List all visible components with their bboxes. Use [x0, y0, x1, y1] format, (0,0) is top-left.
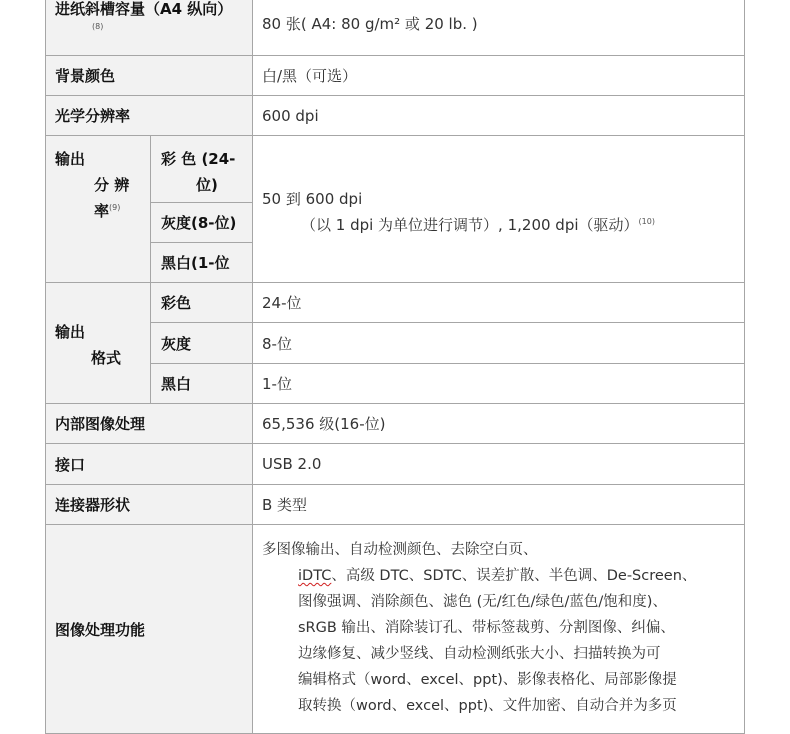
image-processing-value-cell	[252, 524, 745, 734]
image-processing-line2: 、高级 DTC、SDTC、误差扩散、半色调、De-Screen、	[331, 568, 697, 584]
image-processing-label-cell	[45, 524, 253, 734]
output-resolution-value-cell	[252, 135, 745, 283]
image-processing-line7: 取转换（word、excel、ppt)、文件加密、自动合并为多页	[298, 698, 677, 714]
adf-capacity-value: 80 张( A4: 80 g/m² 或 20 lb. )	[262, 15, 478, 33]
adf-capacity-value-cell	[252, 0, 745, 56]
connector-shape-value: B 类型	[262, 496, 308, 514]
output-format-bw-cell	[150, 363, 253, 404]
internal-processing-value-cell	[252, 403, 745, 444]
output-format-color-value-cell	[252, 282, 745, 323]
optical-resolution-value-cell	[252, 95, 745, 136]
output-resolution-gray: 灰度(8-位)	[161, 214, 237, 232]
output-resolution-label-line1: 输出	[55, 150, 86, 168]
output-resolution-color-line1: 彩 色 (24-	[161, 150, 236, 168]
output-format-label-line2: 格式	[91, 349, 122, 367]
optical-resolution-value: 600 dpi	[262, 106, 319, 125]
image-processing-line3: 图像强调、消除颜色、滤色 (无/红色/绿色/蓝色/饱和度)、	[298, 594, 667, 610]
output-resolution-value-line1: 50 到 600 dpi	[262, 190, 363, 208]
background-color-value: 白/黑（可选）	[262, 67, 358, 85]
output-resolution-value-line2: （以 1 dpi 为单位进行调节）, 1,200 dpi（驱动）	[301, 216, 639, 234]
internal-processing-label: 内部图像处理	[55, 415, 146, 433]
output-format-color-cell	[150, 282, 253, 323]
output-resolution-color-line2: 位)	[196, 176, 218, 194]
output-format-color: 彩色	[161, 294, 192, 312]
output-resolution-color-cell	[150, 135, 253, 203]
connector-shape-value-cell	[252, 484, 745, 525]
interface-value: USB 2.0	[262, 455, 322, 473]
optical-resolution-label: 光学分辨率	[55, 107, 131, 125]
image-processing-line5: 边缘修复、减少竖线、自动检测纸张大小、扫描转换为可	[298, 646, 661, 662]
output-resolution-note: (9)	[109, 203, 121, 212]
connector-shape-label-cell	[45, 484, 253, 525]
interface-label-cell	[45, 443, 253, 485]
output-resolution-label-line3: 率	[94, 202, 110, 220]
output-format-label-line1: 输出	[55, 323, 86, 341]
output-format-bw-value: 1-位	[262, 375, 292, 393]
image-processing-line4: sRGB 输出、消除装订孔、带标签裁剪、分割图像、纠偏、	[298, 620, 675, 636]
output-format-color-value: 24-位	[262, 294, 302, 312]
background-color-value-cell	[252, 55, 745, 96]
output-format-bw: 黑白	[161, 375, 192, 393]
output-format-gray: 灰度	[161, 334, 192, 353]
background-color-label: 背景颜色	[55, 67, 116, 85]
image-processing-line2-idtc: iDTC	[298, 568, 332, 584]
adf-capacity-label: 进纸斜槽容量（A4 纵向）	[55, 0, 233, 18]
internal-processing-value: 65,536 级(16-位)	[262, 415, 386, 433]
output-resolution-bw: 黑白(1-位	[161, 254, 230, 272]
image-processing-line1: 多图像输出、自动检测颜色、去除空白页、	[262, 542, 538, 558]
internal-processing-label-cell	[45, 403, 253, 444]
output-format-label-cell	[45, 282, 151, 404]
output-format-gray-value-cell	[252, 322, 745, 364]
optical-resolution-label-cell	[45, 95, 253, 136]
interface-value-cell	[252, 443, 745, 485]
output-format-gray-cell	[150, 322, 253, 364]
output-resolution-label-cell	[45, 135, 151, 283]
output-resolution-value-note: (10)	[638, 217, 655, 226]
adf-capacity-label-cell	[45, 0, 253, 56]
output-format-bw-value-cell	[252, 363, 745, 404]
interface-label: 接口	[55, 455, 86, 474]
connector-shape-label: 连接器形状	[55, 496, 131, 514]
image-processing-line6: 编辑格式（word、excel、ppt)、影像表格化、局部影像提	[298, 672, 677, 688]
output-format-gray-value: 8-位	[262, 334, 292, 353]
background-color-label-cell	[45, 55, 253, 96]
output-resolution-bw-cell	[150, 242, 253, 283]
output-resolution-gray-cell	[150, 202, 253, 243]
image-processing-label: 图像处理功能	[55, 620, 146, 639]
adf-capacity-note: (8)	[92, 22, 104, 31]
output-resolution-label-line2: 分 辨	[94, 176, 130, 194]
